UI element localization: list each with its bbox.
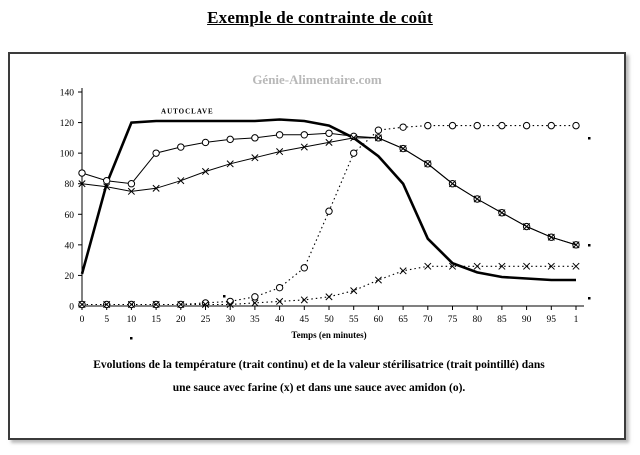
x-tick-label: 40: [274, 315, 285, 325]
x-tick-label: 10: [126, 315, 137, 325]
data-marker-circle: [227, 136, 233, 142]
y-tick-label: 80: [64, 180, 74, 191]
data-marker-circle: [153, 150, 159, 156]
data-marker-circle: [351, 150, 357, 156]
data-marker-circle: [573, 122, 579, 128]
y-tick-label: 60: [64, 210, 74, 221]
x-tick-label: 60: [373, 315, 384, 325]
caption-line-2: une sauce avec farine (x) et dans une sauce avec amidon (o).: [172, 382, 466, 394]
x-tick-label: 45: [299, 315, 310, 325]
data-marker-circle: [202, 300, 208, 306]
scan-speckle: [588, 297, 591, 300]
data-marker-circle: [252, 135, 258, 141]
y-tick-label: 100: [59, 149, 74, 160]
data-marker-circle: [276, 284, 282, 290]
x-tick-label: 0: [79, 315, 85, 325]
y-tick-label: 0: [69, 302, 74, 313]
caption-line-1: Evolutions de la température (trait continu) et de la valeur stérilisatrice (trait pointillé) dans: [93, 359, 545, 371]
data-marker-circle: [449, 122, 455, 128]
x-tick-label: 5: [104, 315, 110, 325]
series-line: [82, 120, 576, 281]
x-tick-label: 1: [573, 315, 579, 325]
y-tick-label: 20: [64, 271, 74, 282]
x-tick-label: 30: [225, 315, 235, 325]
data-marker-circle: [523, 122, 529, 128]
x-tick-label: 75: [447, 315, 458, 325]
data-marker-circle: [375, 127, 381, 133]
data-marker-circle: [326, 130, 332, 136]
scan-speckle: [588, 244, 591, 247]
data-marker-circle: [79, 170, 85, 176]
scan-speckle: [223, 295, 226, 298]
x-tick-label: 25: [200, 315, 211, 325]
x-tick-label: 90: [521, 315, 532, 325]
y-tick-label: 40: [64, 241, 74, 252]
scan-speckle: [588, 137, 591, 140]
data-marker-circle: [301, 132, 307, 138]
series-0: [82, 120, 576, 281]
x-tick-label: 70: [423, 315, 433, 325]
data-marker-circle: [202, 139, 208, 145]
data-marker-circle: [474, 122, 480, 128]
data-marker-circle: [104, 177, 110, 183]
series-4: [79, 263, 579, 308]
figure-frame: [8, 52, 626, 440]
data-marker-circle: [425, 122, 431, 128]
data-marker-circle: [252, 294, 258, 300]
data-marker-circle: [400, 124, 406, 130]
y-tick-label: 140: [59, 88, 74, 99]
data-marker-circle: [499, 122, 505, 128]
chart-annotation: AUTOCLAVE: [161, 107, 214, 116]
y-tick-label: 120: [59, 119, 74, 130]
watermark-text: Génie-Alimentaire.com: [252, 72, 382, 87]
x-tick-label: 80: [472, 315, 482, 325]
series-line: [82, 266, 576, 304]
scan-speckle: [130, 337, 133, 340]
data-marker-circle: [178, 144, 184, 150]
data-marker-circle: [128, 181, 134, 187]
data-marker-circle: [276, 132, 282, 138]
x-tick-label: 65: [398, 315, 408, 325]
x-tick-label: 50: [324, 315, 334, 325]
x-axis-label: Temps (en minutes): [291, 330, 367, 340]
x-tick-label: 95: [546, 315, 557, 325]
x-tick-label: 55: [348, 315, 359, 325]
data-marker-circle: [548, 122, 554, 128]
x-tick-label: 85: [497, 315, 507, 325]
figure-caption: [40, 354, 598, 400]
x-tick-label: 35: [250, 315, 260, 325]
x-tick-label: 20: [176, 315, 186, 325]
x-tick-label: 15: [151, 315, 161, 325]
data-marker-circle: [227, 298, 233, 304]
page-title: Exemple de contrainte de coût: [207, 8, 433, 27]
data-marker-circle: [301, 265, 307, 271]
data-marker-circle: [326, 208, 332, 214]
